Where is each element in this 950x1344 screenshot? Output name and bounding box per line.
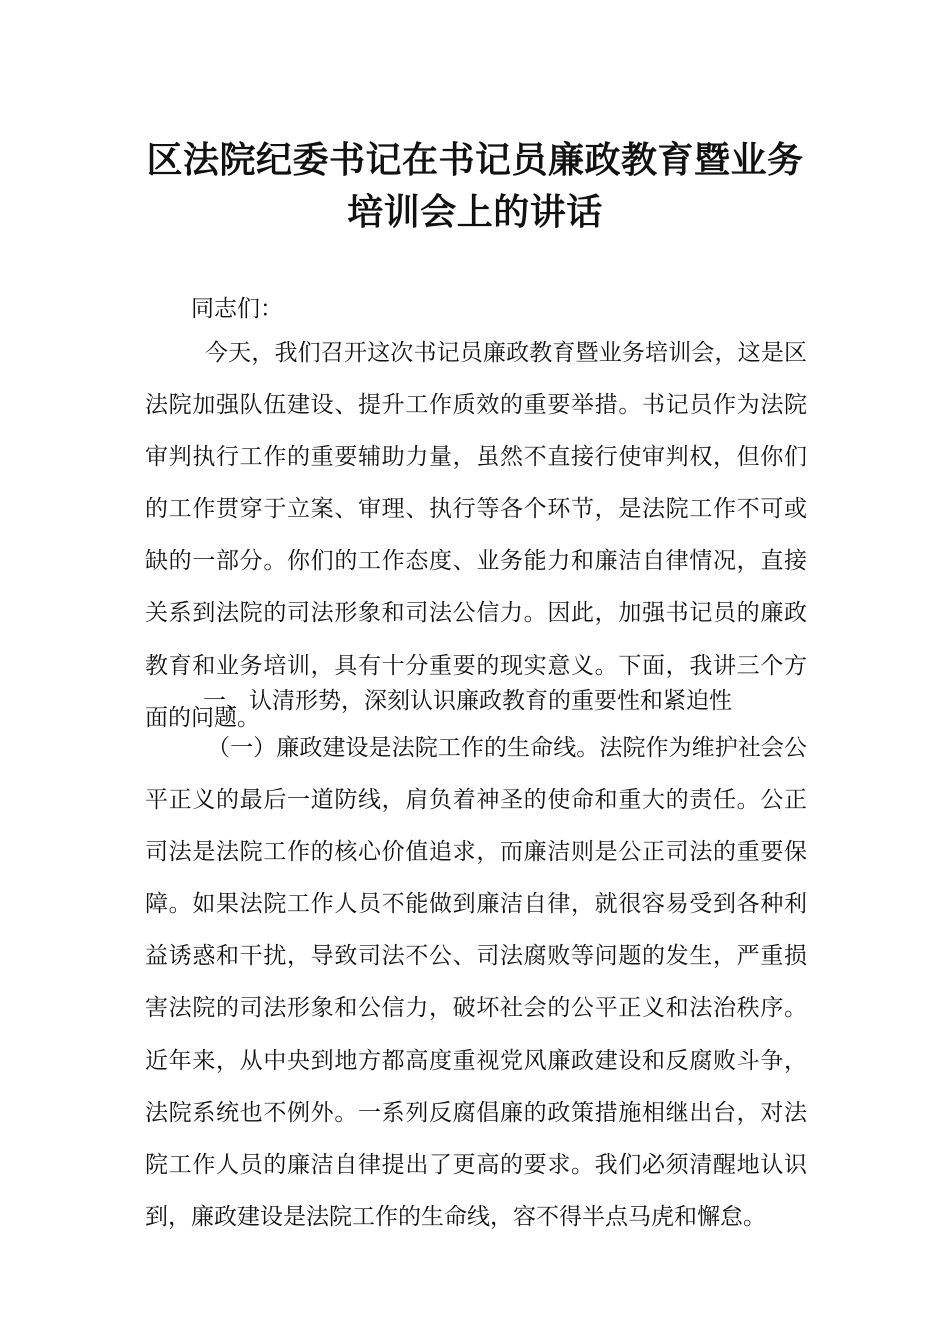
intro-paragraph: 今天，我们召开这次书记员廉政教育暨业务培训会，这是区法院加强队伍建设、提升工作质效的重要举措。书记员作为法院审判执行工作的重要辅助力量，虽然不直接行使审判权，但你们的工作贯穿于立案、审理、执行等各个环节，是法院工作不可或缺的一部分。你们的工作态度、业务能力和廉洁自律情况，直接关系到法院的司法形象和司法公信力。因此，加强书记员的廉政教育和业务培训，具有十分重要的现实意义。下面，我讲三个方面的问题。	[145, 340, 807, 731]
section-heading-1: 一、认清形势，深刻认识廉政教育的重要性和紧迫性	[203, 688, 732, 714]
document-title-line-2: 培训会上的讲话	[347, 192, 603, 233]
document-title-line-1: 区法院纪委书记在书记员廉政教育暨业务	[146, 140, 804, 181]
salutation: 同志们：	[191, 296, 283, 322]
section-1-paragraph: （一）廉政建设是法院工作的生命线。法院作为维护社会公平正义的最后一道防线，肩负着神圣的使命和重大的责任。公正司法是法院工作的核心价值追求，而廉洁则是公正司法的重要保障。如果法院工作人员不能做到廉洁自律，就很容易受到各种利益诱惑和干扰，导致司法不公、司法腐败等问题的发生，严重损害法院的司法形象和公信力，破坏社会的公平正义和法治秩序。近年来，从中央到地方都高度重视党风廉政建设和反腐败斗争，法院系统也不例外。一系列反腐倡廉的政策措施相继出台，对法院工作人员的廉洁自律提出了更高的要求。我们必须清醒地认识到，廉政建设是法院工作的生命线，容不得半点马虎和懈怠。	[145, 735, 807, 1230]
